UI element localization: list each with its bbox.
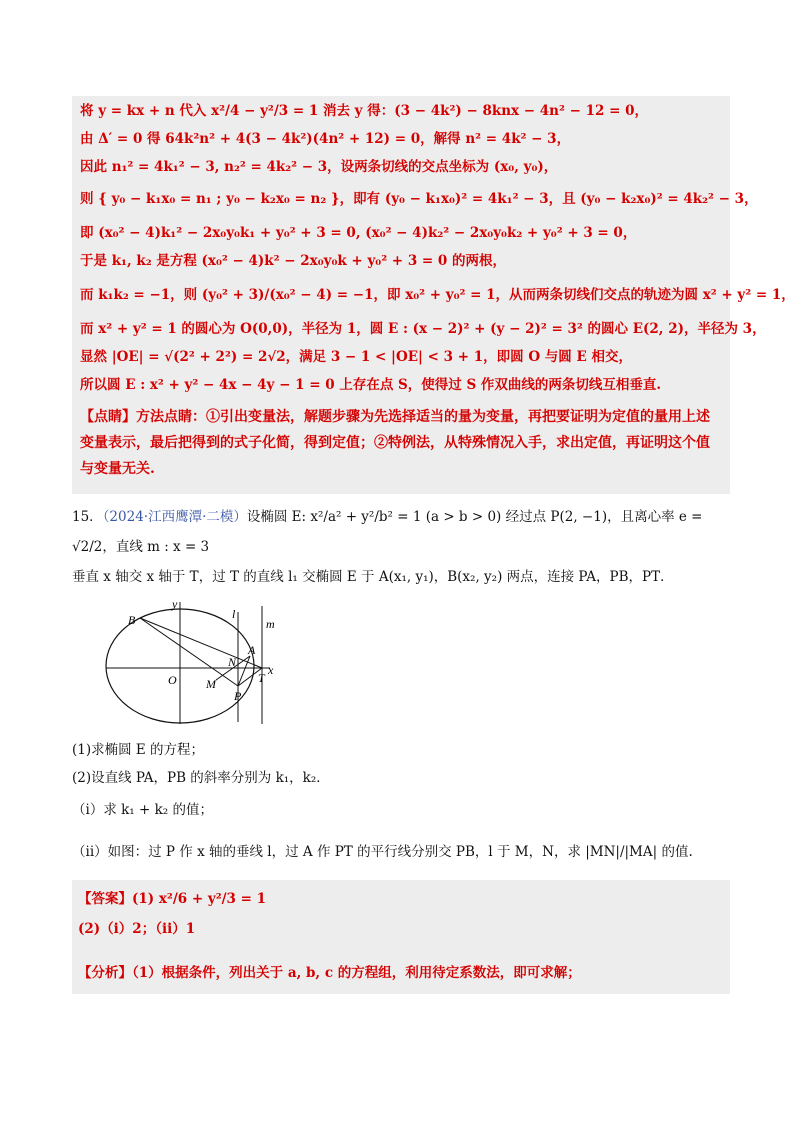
page xyxy=(72,96,795,994)
subquestion-2i: （i）求 k₁ + k₂ 的值； xyxy=(72,802,213,818)
label-y: y xyxy=(172,598,178,611)
solution-line: 因此 n₁² = 4k₁² − 3, n₂² = 4k₂² − 3，设两条切线的交点坐标为 (x₀, y₀)， xyxy=(80,159,558,175)
label-l: l xyxy=(232,607,236,621)
analysis-label: 【分析】 xyxy=(78,965,132,981)
question-number: 15． xyxy=(72,509,103,525)
question-stem xyxy=(72,502,730,562)
answer-line-1 xyxy=(78,884,730,914)
solution-box xyxy=(72,96,795,494)
label-b: B xyxy=(128,613,136,627)
ellipse-diagram xyxy=(98,598,278,728)
answer-1: (1) x²/6 + y²/3 = 1 xyxy=(132,891,267,907)
analysis-text: （1）根据条件，列出关于 a, b, c 的方程组，利用待定系数法，即可求解； xyxy=(132,965,581,981)
question-source-link[interactable]: （2024·江西鹰潭·二模） xyxy=(102,509,247,525)
solution-line: 由 Δ′ = 0 得 64k²n² + 4(3 − 4k²)(4n² + 12) = 0，解得 n² = 4k² − 3， xyxy=(80,131,571,147)
solution-line: 将 y = kx + n 代入 x²/4 − y²/3 = 1 消去 y 得：(3 − 4k²) − 8knx − 4n² − 12 = 0， xyxy=(80,103,649,119)
answer-box xyxy=(72,880,730,994)
answer-2: (2)（i）2；（ii）1 xyxy=(78,921,196,937)
tip-text: 方法点睛：①引出变量法，解题步骤为先选择适当的量为变量，再把要证明为定值的量用上述变量表示，最后把得到的式子化简，得到定值；②特例法，从特殊情况入手，求出定值，再证明这个值与变量无关. xyxy=(80,409,710,477)
solution-line: 而 k₁k₂ = −1，则 (y₀² + 3)/(x₀² − 4) = −1，即 x₀² + y₀² = 1，从而两条切线们交点的轨迹为圆 x² + y² = 1， xyxy=(80,287,795,303)
subquestion-1: (1)求椭圆 E 的方程； xyxy=(72,742,205,758)
ellipse-figure xyxy=(98,598,278,728)
label-o: O xyxy=(168,673,177,687)
tip-label: 【点睛】 xyxy=(80,409,136,425)
solution-line: 显然 |OE| = √(2² + 2²) = 2√2，满足 3 − 1 < |OE| < 3 + 1，即圆 O 与圆 E 相交， xyxy=(80,349,632,365)
label-m-point: M xyxy=(206,677,216,691)
analysis-line xyxy=(78,958,730,988)
subquestion-2: (2)设直线 PA，PB 的斜率分别为 k₁，k₂． xyxy=(72,770,330,786)
question-line-2: 垂直 x 轴交 x 轴于 T，过 T 的直线 l₁ 交椭圆 E 于 A(x₁, y₁)，B(x₂, y₂) 两点，连接 PA，PB，PT． xyxy=(72,569,674,585)
solution-line: 则 { y₀ − k₁x₀ = n₁ ; y₀ − k₂x₀ = n₂ }，即有 (y₀ − k₁x₀)² = 4k₁² − 3，且 (y₀ − k₂x₀)² = 4k₂² − 3， xyxy=(80,191,758,207)
solution-line: 而 x² + y² = 1 的圆心为 O(0,0)，半径为 1，圆 E : (x − 2)² + (y − 2)² = 3² 的圆心 E(2, 2)，半径为 3， xyxy=(80,321,766,337)
label-m: m xyxy=(266,617,275,631)
label-t: T xyxy=(258,671,265,685)
answer-label: 【答案】 xyxy=(78,891,132,907)
solution-line: 所以圆 E : x² + y² − 4x − 4y − 1 = 0 上存在点 S，使得过 S 作双曲线的两条切线互相垂直. xyxy=(80,377,662,393)
solution-line: 于是 k₁, k₂ 是方程 (x₀² − 4)k² − 2x₀y₀k + y₀² + 3 = 0 的两根， xyxy=(80,253,507,269)
label-a: A xyxy=(248,643,256,657)
label-n: N xyxy=(228,655,237,669)
solution-line: 即 (x₀² − 4)k₁² − 2x₀y₀k₁ + y₀² + 3 = 0, (x₀² − 4)k₂² − 2x₀y₀k₂ + y₀² + 3 = 0， xyxy=(80,225,637,241)
label-p: P xyxy=(234,689,242,703)
question-line-1: 设椭圆 E: x²/a² + y²/b² = 1 (a > b > 0) 经过点 P(2, −1)，且离心率 e = √2/2，直线 m : x = 3 xyxy=(72,509,703,555)
tip-paragraph xyxy=(80,404,722,482)
subquestion-2ii: （ii）如图：过 P 作 x 轴的垂线 l，过 A 作 PT 的平行线分别交 PB，l 于 M，N，求 |MN|/|MA| 的值. xyxy=(72,844,693,860)
label-x: x xyxy=(268,663,274,677)
